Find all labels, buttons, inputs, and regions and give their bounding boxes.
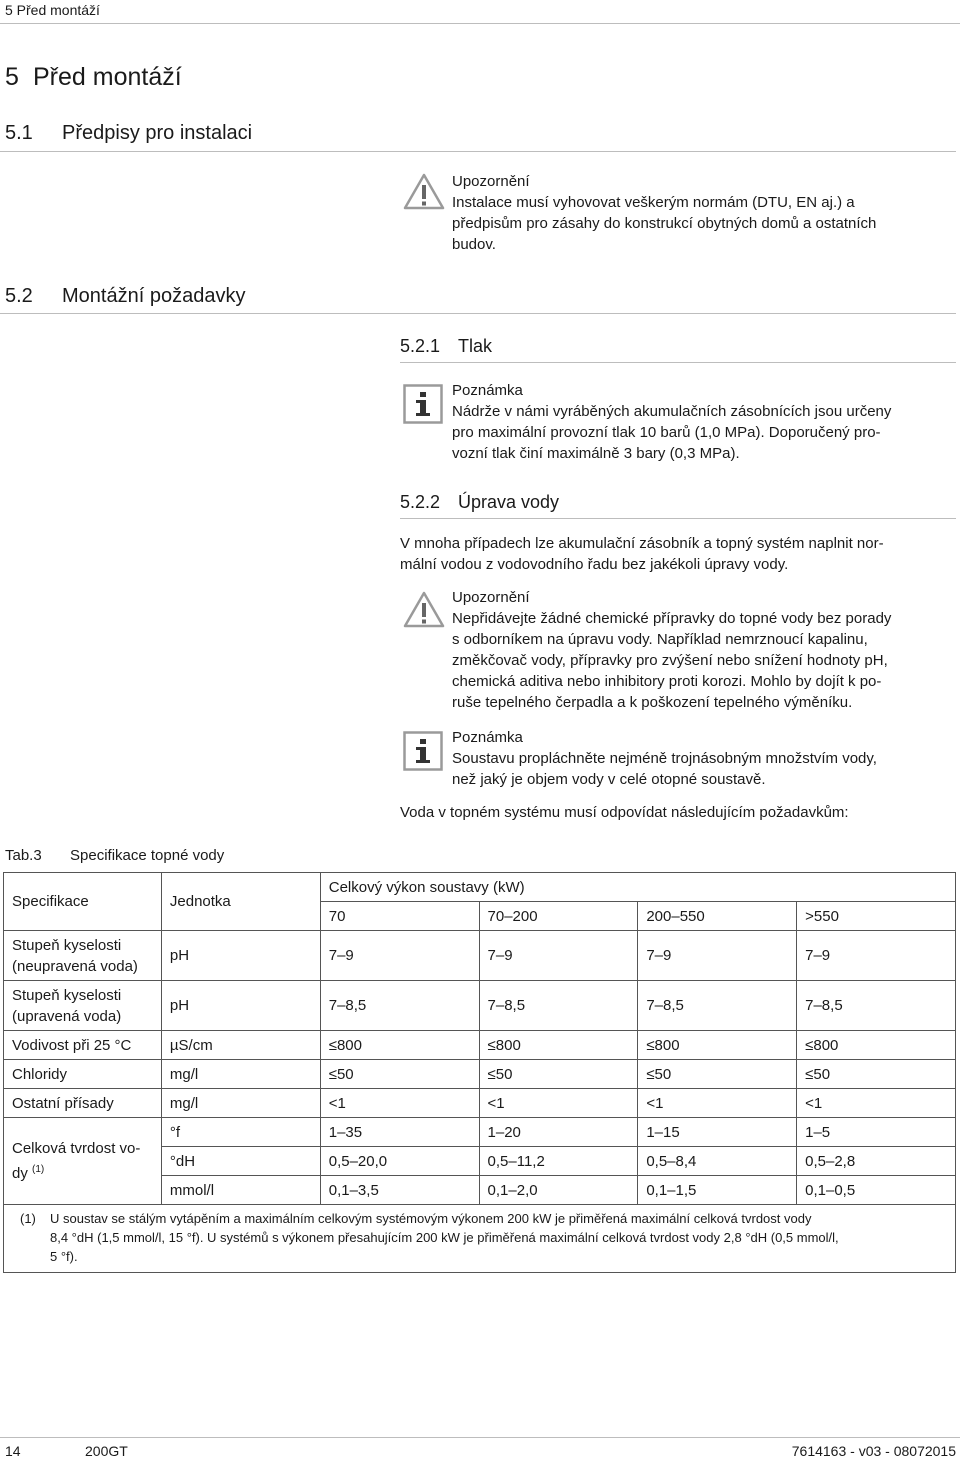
value-cell: <1 — [479, 1089, 638, 1118]
note-box-2 — [452, 727, 952, 790]
footnote-row — [4, 1205, 956, 1273]
spec-cell: Vodivost při 25 °C — [4, 1031, 162, 1060]
value-cell: 7–8,5 — [479, 981, 638, 1031]
spec-line-text: dy — [12, 1165, 28, 1182]
warning-text-line: změkčovač vody, přípravky pro zvýšení nebo snížení hodnoty pH, — [452, 652, 888, 669]
warning-box-1 — [452, 171, 952, 255]
value-cell: ≤800 — [479, 1031, 638, 1060]
table-row — [4, 1031, 956, 1060]
subsection-heading-5-2-1 — [400, 336, 492, 357]
section-number: 5.1 — [5, 122, 33, 144]
note-text-line: než jaký je objem vody v celé otopné soustavě. — [452, 771, 766, 788]
unit-cell: pH — [161, 981, 320, 1031]
chapter-title: Před montáží — [33, 63, 182, 91]
section-heading-5-2 — [5, 285, 245, 308]
footnote-line: 5 °f). — [50, 1249, 78, 1264]
page-number: 14 — [5, 1443, 21, 1459]
spec-line: (neupravená voda) — [12, 957, 138, 975]
value-cell: <1 — [797, 1089, 956, 1118]
product-name: 200GT — [85, 1443, 128, 1459]
header-rule — [0, 23, 960, 24]
subsection-rule — [400, 518, 956, 519]
note-title: Poznámka — [452, 382, 523, 399]
value-cell: ≤50 — [479, 1060, 638, 1089]
warning-text-line: Instalace musí vyhovovat veškerým normám (DTU, EN aj.) a — [452, 194, 855, 211]
table-caption — [5, 847, 224, 864]
section-rule — [0, 313, 956, 314]
value-cell: 1–20 — [479, 1118, 638, 1147]
water-spec-table — [3, 872, 956, 1273]
value-cell: 7–8,5 — [320, 981, 479, 1031]
warning-text-line: předpisům pro zásahy do konstrukcí obytných domů a ostatních — [452, 215, 877, 232]
table-row — [4, 981, 956, 1031]
table-row — [4, 931, 956, 981]
warning-text-line: ruše tepelného čerpadla a k poškození tepelného výměníku. — [452, 694, 853, 711]
note-title: Poznámka — [452, 729, 523, 746]
spec-line: Stupeň kyselosti — [12, 936, 122, 954]
spec-line: Celková tvrdost vo- — [12, 1140, 141, 1157]
spec-cell — [4, 931, 162, 981]
value-cell: ≤50 — [320, 1060, 479, 1089]
value-cell: ≤50 — [638, 1060, 797, 1089]
chapter-number: 5 — [5, 63, 19, 91]
warning-text-line: Nepřidávejte žádné chemické přípravky do topné vody bez porady — [452, 610, 892, 627]
section-title: Předpisy pro instalaci — [62, 122, 253, 144]
subsection-title: Tlak — [458, 336, 493, 356]
footnote-ref: (1) — [32, 1164, 45, 1175]
section-title: Montážní požadavky — [62, 285, 246, 307]
footnote-cell — [4, 1205, 956, 1273]
spec-cell: Ostatní přísady — [4, 1089, 162, 1118]
header-cell-unit: Jednotka — [161, 873, 320, 931]
table-row — [4, 1089, 956, 1118]
table-row — [4, 1118, 956, 1147]
section-rule — [0, 151, 956, 152]
spec-line: Stupeň kyselosti — [12, 986, 122, 1004]
warning-text-line: budov. — [452, 236, 496, 253]
warning-title: Upozornění — [452, 589, 530, 606]
unit-cell: mmol/l — [161, 1176, 320, 1205]
footnote-mark: (1) — [20, 1211, 36, 1226]
spec-cell-hardness — [4, 1118, 162, 1205]
footnote — [12, 1209, 947, 1266]
warning-text-line: s odborníkem na úpravu vody. Například nemrznoucí kapalinu, — [452, 631, 868, 648]
unit-cell: °dH — [161, 1147, 320, 1176]
footer-rule — [0, 1437, 960, 1438]
header-cell-range: 70–200 — [479, 902, 638, 931]
value-cell: 7–8,5 — [797, 981, 956, 1031]
chapter-heading — [5, 63, 182, 92]
value-cell: ≤50 — [797, 1060, 956, 1089]
value-cell: 7–8,5 — [638, 981, 797, 1031]
value-cell: ≤800 — [320, 1031, 479, 1060]
table-caption-text: Specifikace topné vody — [70, 847, 225, 864]
lead-paragraph: Voda v topném systému musí odpovídat následujícím požadavkům: — [400, 804, 849, 821]
note-text-line: Soustavu propláchněte nejméně trojnásobným množstvím vody, — [452, 750, 877, 767]
value-cell: 7–9 — [320, 931, 479, 981]
spec-line: (upravená voda) — [12, 1007, 122, 1025]
value-cell: ≤800 — [638, 1031, 797, 1060]
header-cell-range: 70 — [320, 902, 479, 931]
note-box-1 — [452, 380, 952, 464]
table-label: Tab.3 — [5, 847, 42, 864]
warning-title: Upozornění — [452, 173, 530, 190]
header-cell-power: Celkový výkon soustavy (kW) — [320, 873, 955, 902]
subsection-number: 5.2.2 — [400, 492, 441, 512]
value-cell: 7–9 — [797, 931, 956, 981]
value-cell: 0,1–1,5 — [638, 1176, 797, 1205]
unit-cell: mg/l — [161, 1060, 320, 1089]
value-cell: <1 — [638, 1089, 797, 1118]
value-cell: 7–9 — [638, 931, 797, 981]
spec-cell: Chloridy — [4, 1060, 162, 1089]
value-cell: 1–15 — [638, 1118, 797, 1147]
header-cell-spec: Specifikace — [4, 873, 162, 931]
header-cell-range: 200–550 — [638, 902, 797, 931]
footnote-line: U soustav se stálým vytápěním a maximálním celkovým systémovým výkonem 200 kW je přiměřená maximální celková tvrdost vody — [50, 1211, 812, 1226]
unit-cell: pH — [161, 931, 320, 981]
document-reference: 7614163 - v03 - 08072015 — [791, 1443, 956, 1459]
warning-icon — [403, 590, 445, 628]
value-cell: ≤800 — [797, 1031, 956, 1060]
value-cell: 1–35 — [320, 1118, 479, 1147]
note-text-line: vozní tlak činí maximálně 3 bary (0,3 MPa). — [452, 445, 740, 462]
section-number: 5.2 — [5, 285, 33, 307]
unit-cell: µS/cm — [161, 1031, 320, 1060]
warning-icon — [403, 172, 445, 210]
note-text-line: pro maximální provozní tlak 10 barů (1,0 MPa). Doporučený pro- — [452, 424, 881, 441]
value-cell: 0,1–2,0 — [479, 1176, 638, 1205]
value-cell: 0,5–2,8 — [797, 1147, 956, 1176]
intro-paragraph — [400, 533, 955, 575]
info-icon — [403, 384, 443, 424]
value-cell: 7–9 — [479, 931, 638, 981]
paragraph-line: V mnoha případech lze akumulační zásobník a topný systém naplnit nor- — [400, 535, 884, 552]
subsection-title: Úprava vody — [458, 492, 560, 512]
value-cell: 0,5–8,4 — [638, 1147, 797, 1176]
header-cell-range: >550 — [797, 902, 956, 931]
section-heading-5-1 — [5, 122, 252, 145]
table-row — [4, 1060, 956, 1089]
value-cell: <1 — [320, 1089, 479, 1118]
unit-cell: mg/l — [161, 1089, 320, 1118]
value-cell: 0,5–20,0 — [320, 1147, 479, 1176]
value-cell: 0,5–11,2 — [479, 1147, 638, 1176]
footnote-line: 8,4 °dH (1,5 mmol/l, 15 °f). U systémů s výkonem přesahujícím 200 kW je přiměřená maximální celková tvrdost vody 2,8 °dH (0,5 mmol/l, — [50, 1230, 839, 1245]
info-icon — [403, 731, 443, 771]
unit-cell: °f — [161, 1118, 320, 1147]
warning-text-line: chemická aditiva nebo inhibitory proti korozi. Mohlo by dojít k po- — [452, 673, 882, 690]
subsection-rule — [400, 362, 956, 363]
running-header: 5 Před montáží — [5, 2, 100, 18]
spec-line — [12, 1159, 153, 1184]
subsection-heading-5-2-2 — [400, 492, 559, 513]
value-cell: 0,1–3,5 — [320, 1176, 479, 1205]
spec-cell — [4, 981, 162, 1031]
warning-box-2 — [452, 587, 952, 713]
subsection-number: 5.2.1 — [400, 336, 441, 356]
value-cell: 1–5 — [797, 1118, 956, 1147]
paragraph-line: mální vodou z vodovodního řadu bez jakékoli úpravy vody. — [400, 556, 789, 573]
value-cell: 0,1–0,5 — [797, 1176, 956, 1205]
note-text-line: Nádrže v námi vyráběných akumulačních zásobnících jsou určeny — [452, 403, 892, 420]
